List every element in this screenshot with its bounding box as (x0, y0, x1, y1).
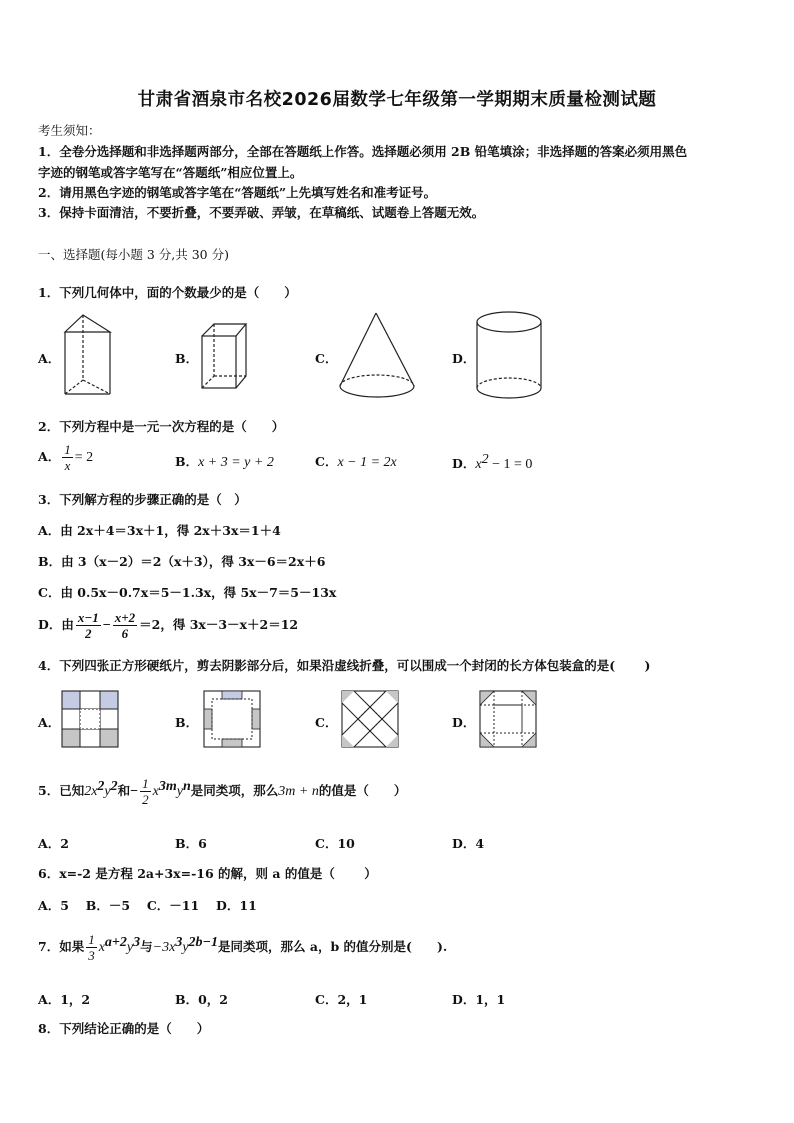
fraction-denominator: 2 (85, 626, 92, 641)
q5-term2-exp1: 3m (158, 778, 177, 794)
q2-option-a (38, 442, 93, 473)
q4-label-b: B． (175, 715, 199, 730)
notice-item-2: 2．请用黑色字迹的钢笔或答字笔在“答题纸”上先填写姓名和准考证号。 (38, 185, 437, 200)
q8-stem: 8．下列结论正确的是（ ） (38, 1021, 210, 1036)
q7-pre: 7．如果 (38, 939, 85, 954)
q1-label-a: A． (38, 351, 61, 366)
section-heading: 一、选择题(每小题 3 分,共 30 分) (38, 247, 229, 262)
q5-stem (38, 776, 406, 807)
q5-option-d: D．4 (452, 836, 485, 851)
q4-net-c-figure (342, 691, 400, 749)
page-title: 甘肃省酒泉市名校2026届数学七年级第一学期期末质量检测试题 (137, 90, 657, 110)
q5-neg: − (130, 784, 139, 799)
q5-fraction (140, 776, 151, 807)
q4-label-c: C． (315, 715, 338, 730)
q3-d-post: ＝2，得 3x－3－x＋2＝12 (139, 617, 299, 632)
notice-item-1: 1．全卷分选择题和非选择题两部分，全部在答题纸上作答。选择题必须用 2B 铅笔填涂；非选择题的答案必须用黑色 (38, 144, 688, 159)
notice-item-3: 3．保持卡面清洁，不要折叠，不要弄破、弄皱，在草稿纸、试题卷上答题无效。 (38, 205, 485, 220)
q5-term1-y: y (104, 784, 111, 799)
q3-stem: 3．下列解方程的步骤正确的是（ ） (38, 492, 247, 507)
q7-post: 是同类项，那么 a，b 的值分别是( ). (218, 939, 448, 954)
triangular-prism-figure (60, 310, 120, 400)
fraction-numerator: 1 (64, 442, 71, 457)
q4-label-d: D． (452, 715, 476, 730)
q3-d-minus: − (102, 618, 111, 633)
q4-net-a-figure (62, 691, 120, 749)
q2-label-b: B． (175, 454, 199, 469)
q2-d-exponent: 2 (481, 452, 489, 467)
q5-post1: 是同类项，那么 (190, 783, 279, 798)
fraction-denominator: 6 (121, 626, 129, 641)
q4-net-d-figure (480, 691, 538, 749)
q3-d-fraction-2 (113, 610, 137, 641)
q2-a-fraction (62, 442, 73, 473)
q2-d-base: x (475, 457, 482, 473)
cylinder-figure (473, 308, 547, 404)
q2-label-a: A． (38, 449, 61, 464)
q1-stem: 1．下列几何体中，面的个数最少的是（ ） (38, 285, 297, 300)
fraction-numerator: 1 (142, 776, 149, 791)
fraction-denominator: 3 (88, 948, 95, 963)
q2-option-c (315, 452, 397, 471)
fraction-denominator: x (64, 458, 71, 473)
q3-option-d (38, 610, 298, 641)
q2-b-expr: x + 3 = y + 2 (198, 455, 274, 470)
q7-option-b: B．0，2 (175, 992, 228, 1007)
q7-fraction (86, 932, 97, 963)
cuboid-figure (198, 320, 250, 392)
fraction-numerator: 1 (88, 932, 95, 947)
q2-a-rest: = 2 (74, 450, 94, 465)
q4-stem: 4．下列四张正方形硬纸片，剪去阴影部分后，如果沿虚线折叠，可以围成一个封闭的长方体包装盒的是( ) (38, 658, 651, 673)
q3-option-a: A．由 2x＋4＝3x＋1，得 2x＋3x＝1＋4 (38, 523, 281, 538)
q5-term1-exp1: 2 (97, 778, 105, 794)
q2-label-d: D． (452, 456, 476, 472)
q3-option-b: B．由 3（x－2）＝2（x＋3），得 3x－6＝2x＋6 (38, 554, 326, 569)
q7-term1-x: x (98, 940, 105, 955)
q5-term2-y: y (176, 784, 183, 799)
q4-label-a: A． (38, 715, 61, 730)
q3-d-pre: D．由 (38, 617, 74, 632)
q1-label-b: B． (175, 351, 199, 366)
q5-post2: 的值是（ ） (318, 783, 407, 798)
q7-term2-exp1: 3 (175, 934, 183, 950)
fraction-numerator: x+2 (114, 610, 136, 625)
q7-term1-y: y (126, 940, 134, 955)
q7-term2-exp2: 2b−1 (188, 934, 219, 950)
q7-option-d: D．1，1 (452, 992, 506, 1007)
q2-d-rest: − 1 = 0 (488, 457, 533, 473)
q5-term1-exp2: 2 (110, 778, 118, 794)
q5-option-b: B．6 (175, 836, 207, 851)
fraction-numerator: x−1 (77, 610, 99, 625)
notice-heading: 考生须知： (38, 123, 101, 138)
q3-option-c: C．由 0.5x－0.7x＝5－1.3x，得 5x－7＝5－13x (38, 585, 337, 600)
fraction-denominator: 2 (142, 792, 149, 807)
q5-option-a: A．2 (38, 836, 69, 851)
q2-label-c: C． (315, 454, 338, 469)
cone-figure (336, 310, 420, 402)
notice-item-1-cont: 字迹的钢笔或答字笔写在“答题纸”相应位置上。 (38, 165, 303, 180)
q1-label-d: D． (452, 351, 476, 366)
q7-term1-exp1: a+2 (104, 934, 127, 950)
q6-stem: 6．x=-2 是方程 2a+3x=-16 的解，则 a 的值是（ ） (38, 866, 377, 881)
q2-c-expr: x − 1 = 2x (337, 455, 397, 470)
q7-mid: 与 (140, 939, 153, 954)
q7-term2-y: y (182, 940, 189, 955)
q7-term1-exp2: 3 (133, 934, 141, 950)
q1-label-c: C． (315, 351, 338, 366)
q3-d-fraction-1 (76, 610, 101, 641)
q7-option-a: A．1，2 (38, 992, 91, 1007)
q5-mid: 和 (117, 783, 131, 798)
q4-net-b-figure (204, 691, 262, 749)
q5-pre: 5．已知 (38, 783, 85, 798)
q5-term2-exp2: n (182, 778, 191, 794)
q2-stem: 2．下列方程中是一元一次方程的是（ ） (38, 419, 285, 434)
q5-expression: 3m + n (278, 784, 319, 799)
q5-term2-x: x (152, 784, 159, 799)
q7-option-c: C．2，1 (315, 992, 368, 1007)
q7-stem (38, 932, 447, 963)
q2-option-b (175, 452, 274, 471)
q2-option-d (452, 452, 532, 473)
q5-term1-x: 2x (84, 784, 98, 799)
q7-term2-x: −3x (152, 940, 176, 955)
q5-option-c: C．10 (315, 836, 355, 851)
q6-options: A．5 B．－5 C．－11 D．11 (38, 898, 257, 913)
